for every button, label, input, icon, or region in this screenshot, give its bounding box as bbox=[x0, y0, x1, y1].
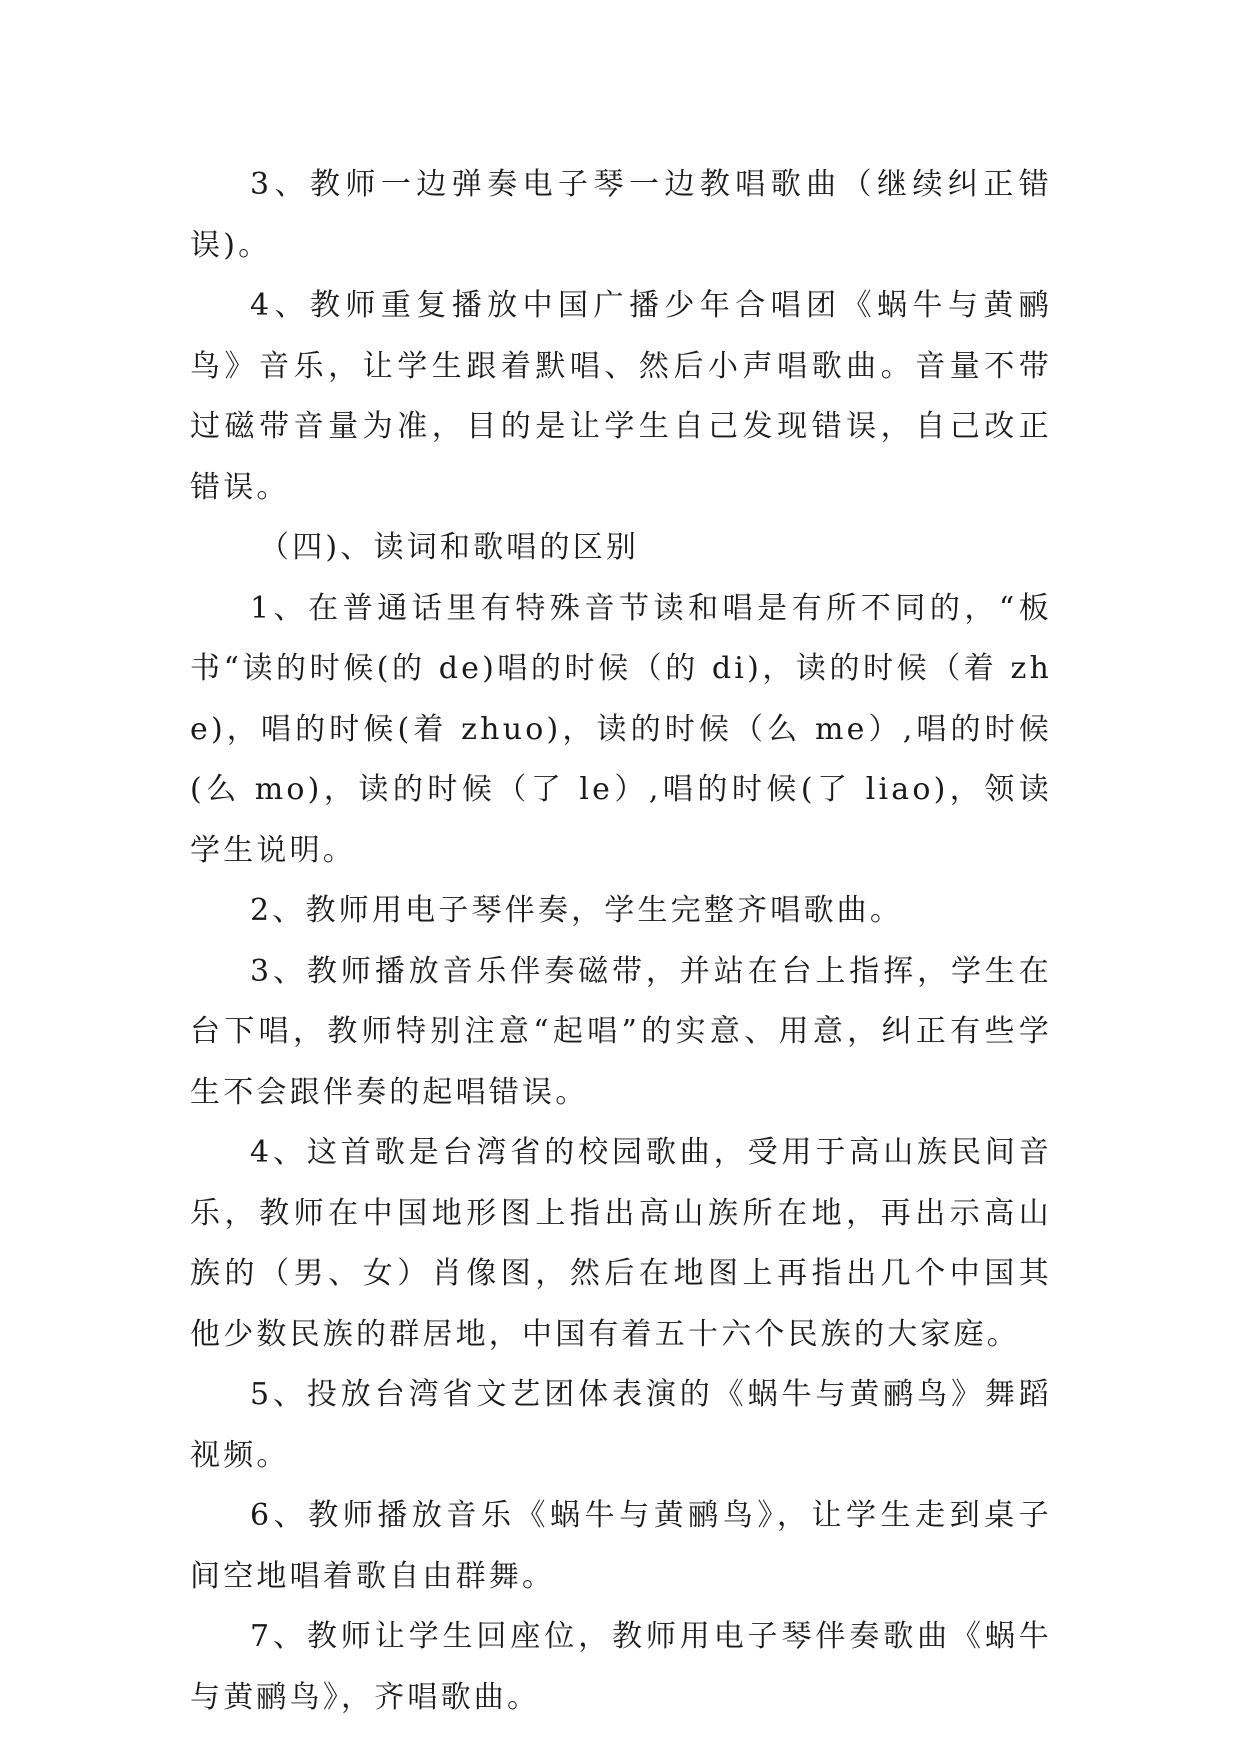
paragraph-step-3-teach-singing: 3、教师一边弹奏电子琴一边教唱歌曲（继续纠正错误)。 bbox=[190, 167, 1052, 263]
paragraph-item-3-conducting: 3、教师播放音乐伴奏磁带，并站在台上指挥，学生在台下唱，教师特别注意“起唱”的实意、用意，纠正有些学生不会跟伴奏的起唱错误。 bbox=[190, 953, 1052, 1110]
paragraph-item-4-gaoshan-ethnic-group: 4、这首歌是台湾省的校园歌曲，受用于高山族民间音乐，教师在中国地形图上指出高山族所在地，再出示高山族的（男、女）肖像图，然后在地图上再指出几个中国其他少数民族的群居地，中国有着五十六个民族的大家庭。 bbox=[190, 1135, 1052, 1352]
paragraph-item-1-special-syllables: 1、在普通话里有特殊音节读和唱是有所不同的，“板书“读的时候(的 de)唱的时候（的 di)，读的时候（着 zhe)，唱的时候(着 zhuo)，读的时候（么 me）,唱的时候(么 mo)，读的时候（了 le）,唱的时候(了 liao)，领读学生说明。 bbox=[190, 590, 1052, 868]
paragraph-item-7-choral-singing: 7、教师让学生回座位，教师用电子琴伴奏歌曲《蜗牛与黄鹂鸟》，齐唱歌曲。 bbox=[190, 1619, 1052, 1715]
paragraph-item-6-free-group-dance: 6、教师播放音乐《蜗牛与黄鹂鸟》，让学生走到桌子间空地唱着歌自由群舞。 bbox=[190, 1498, 1052, 1594]
paragraph-step-4-replay-music: 4、教师重复播放中国广播少年合唱团《蜗牛与黄鹂鸟》音乐，让学生跟着默唱、然后小声唱歌曲。音量不带过磁带音量为准，目的是让学生自己发现错误，自己改正错误。 bbox=[190, 288, 1052, 505]
document-body bbox=[190, 155, 1052, 1728]
paragraph-item-5-dance-video: 5、投放台湾省文艺团体表演的《蜗牛与黄鹂鸟》舞蹈视频。 bbox=[190, 1377, 1052, 1473]
paragraph-item-2-keyboard-accompaniment: 2、教师用电子琴伴奏，学生完整齐唱歌曲。 bbox=[250, 893, 904, 928]
section-heading-reading-vs-singing: （四)、读词和歌唱的区别 bbox=[259, 530, 640, 565]
